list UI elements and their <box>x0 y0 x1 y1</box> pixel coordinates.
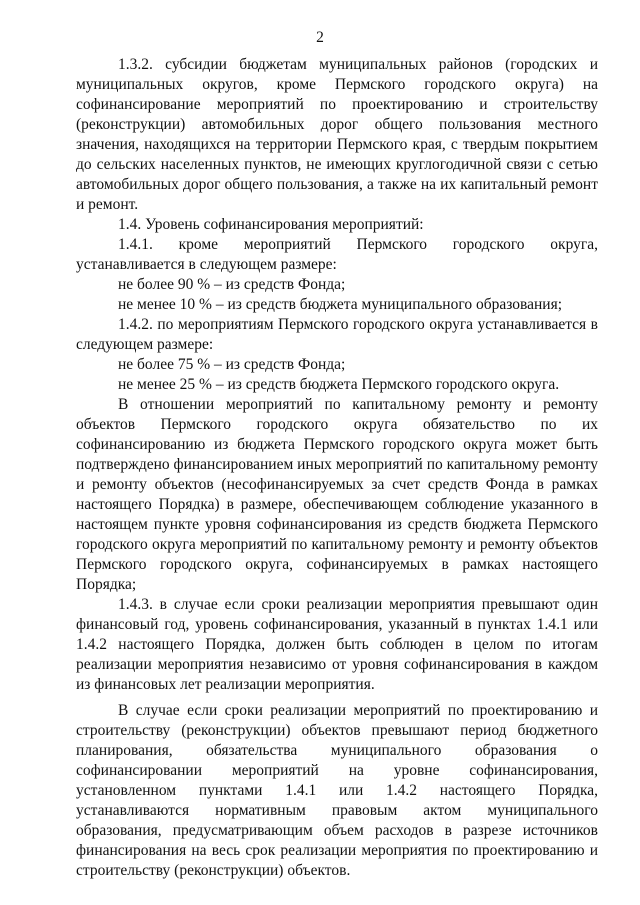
paragraph-capital-repair: В отношении мероприятий по капитальному ремонту и ремонту объектов Пермского городского округа обязательство по их софинансированию из бюджета Пермского городского округа может быть подтверждено финансированием иных мероприятий по капитальному ремонту и ремонту объектов (несофинансируемых за счет средств Фонда в рамках настоящего Порядка) в размере, обеспечивающем соблюдение указанного в настоящем пункте уровня софинансирования из средств бюджета Пермского городского округа мероприятий по капитальному ремонту и ремонту объектов Пермского городского округа, софинансируемых в рамках настоящего Порядка; <box>76 396 598 593</box>
list-item-fund-90: не более 90 % – из средств Фонда; <box>118 276 346 293</box>
paragraph-1-4: 1.4. Уровень софинансирования мероприятий: <box>118 216 424 233</box>
page-number: 2 <box>316 29 324 46</box>
document-body <box>76 55 598 881</box>
list-item-perm-25: не менее 25 % – из средств бюджета Пермского городского округа. <box>118 376 560 393</box>
paragraph-1-4-3: 1.4.3. в случае если сроки реализации мероприятия превышают один финансовый год, уровень софинансирования, указанный в пунктах 1.4.1 или 1.4.2 настоящего Порядка, должен быть соблюден в целом по итогам реализации мероприятия независимо от уровня софинансирования в каждом из финансовых лет реализации мероприятия. <box>76 596 598 693</box>
paragraph-1-4-2: 1.4.2. по мероприятиям Пермского городского округа устанавливается в следующем размере: <box>76 316 598 353</box>
list-item-municipal-10: не менее 10 % – из средств бюджета муниципального образования; <box>118 296 563 313</box>
paragraph-multiyear: В случае если сроки реализации мероприятий по проектированию и строительству (реконструкции) объектов превышают период бюджетного планирования, обязательства муниципального образования о софинансировании мероприятий на уровне софинансирования, установленном пунктами 1.4.1 или 1.4.2 настоящего Порядка, устанавливаются нормативным правовым актом муниципального образования, предусматривающим объем расходов в разрезе источников финансирования на весь срок реализации мероприятия по проектированию и строительству (реконструкции) объектов. <box>76 702 598 879</box>
paragraph-1-4-1: 1.4.1. кроме мероприятий Пермского городского округа, устанавливается в следующем размере: <box>76 236 598 273</box>
paragraph-1-3-2: 1.3.2. субсидии бюджетам муниципальных районов (городских и муниципальных округов, кроме Пермского городского округа) на софинансирование мероприятий по проектированию и строительству (реконструкции) автомобильных дорог общего пользования местного значения, находящихся на территории Пермского края, с твердым покрытием до сельских населенных пунктов, не имеющих круглогодичной связи с сетью автомобильных дорог общего пользования, а также на их капитальный ремонт и ремонт. <box>76 56 598 213</box>
list-item-fund-75: не более 75 % – из средств Фонда; <box>118 356 346 373</box>
